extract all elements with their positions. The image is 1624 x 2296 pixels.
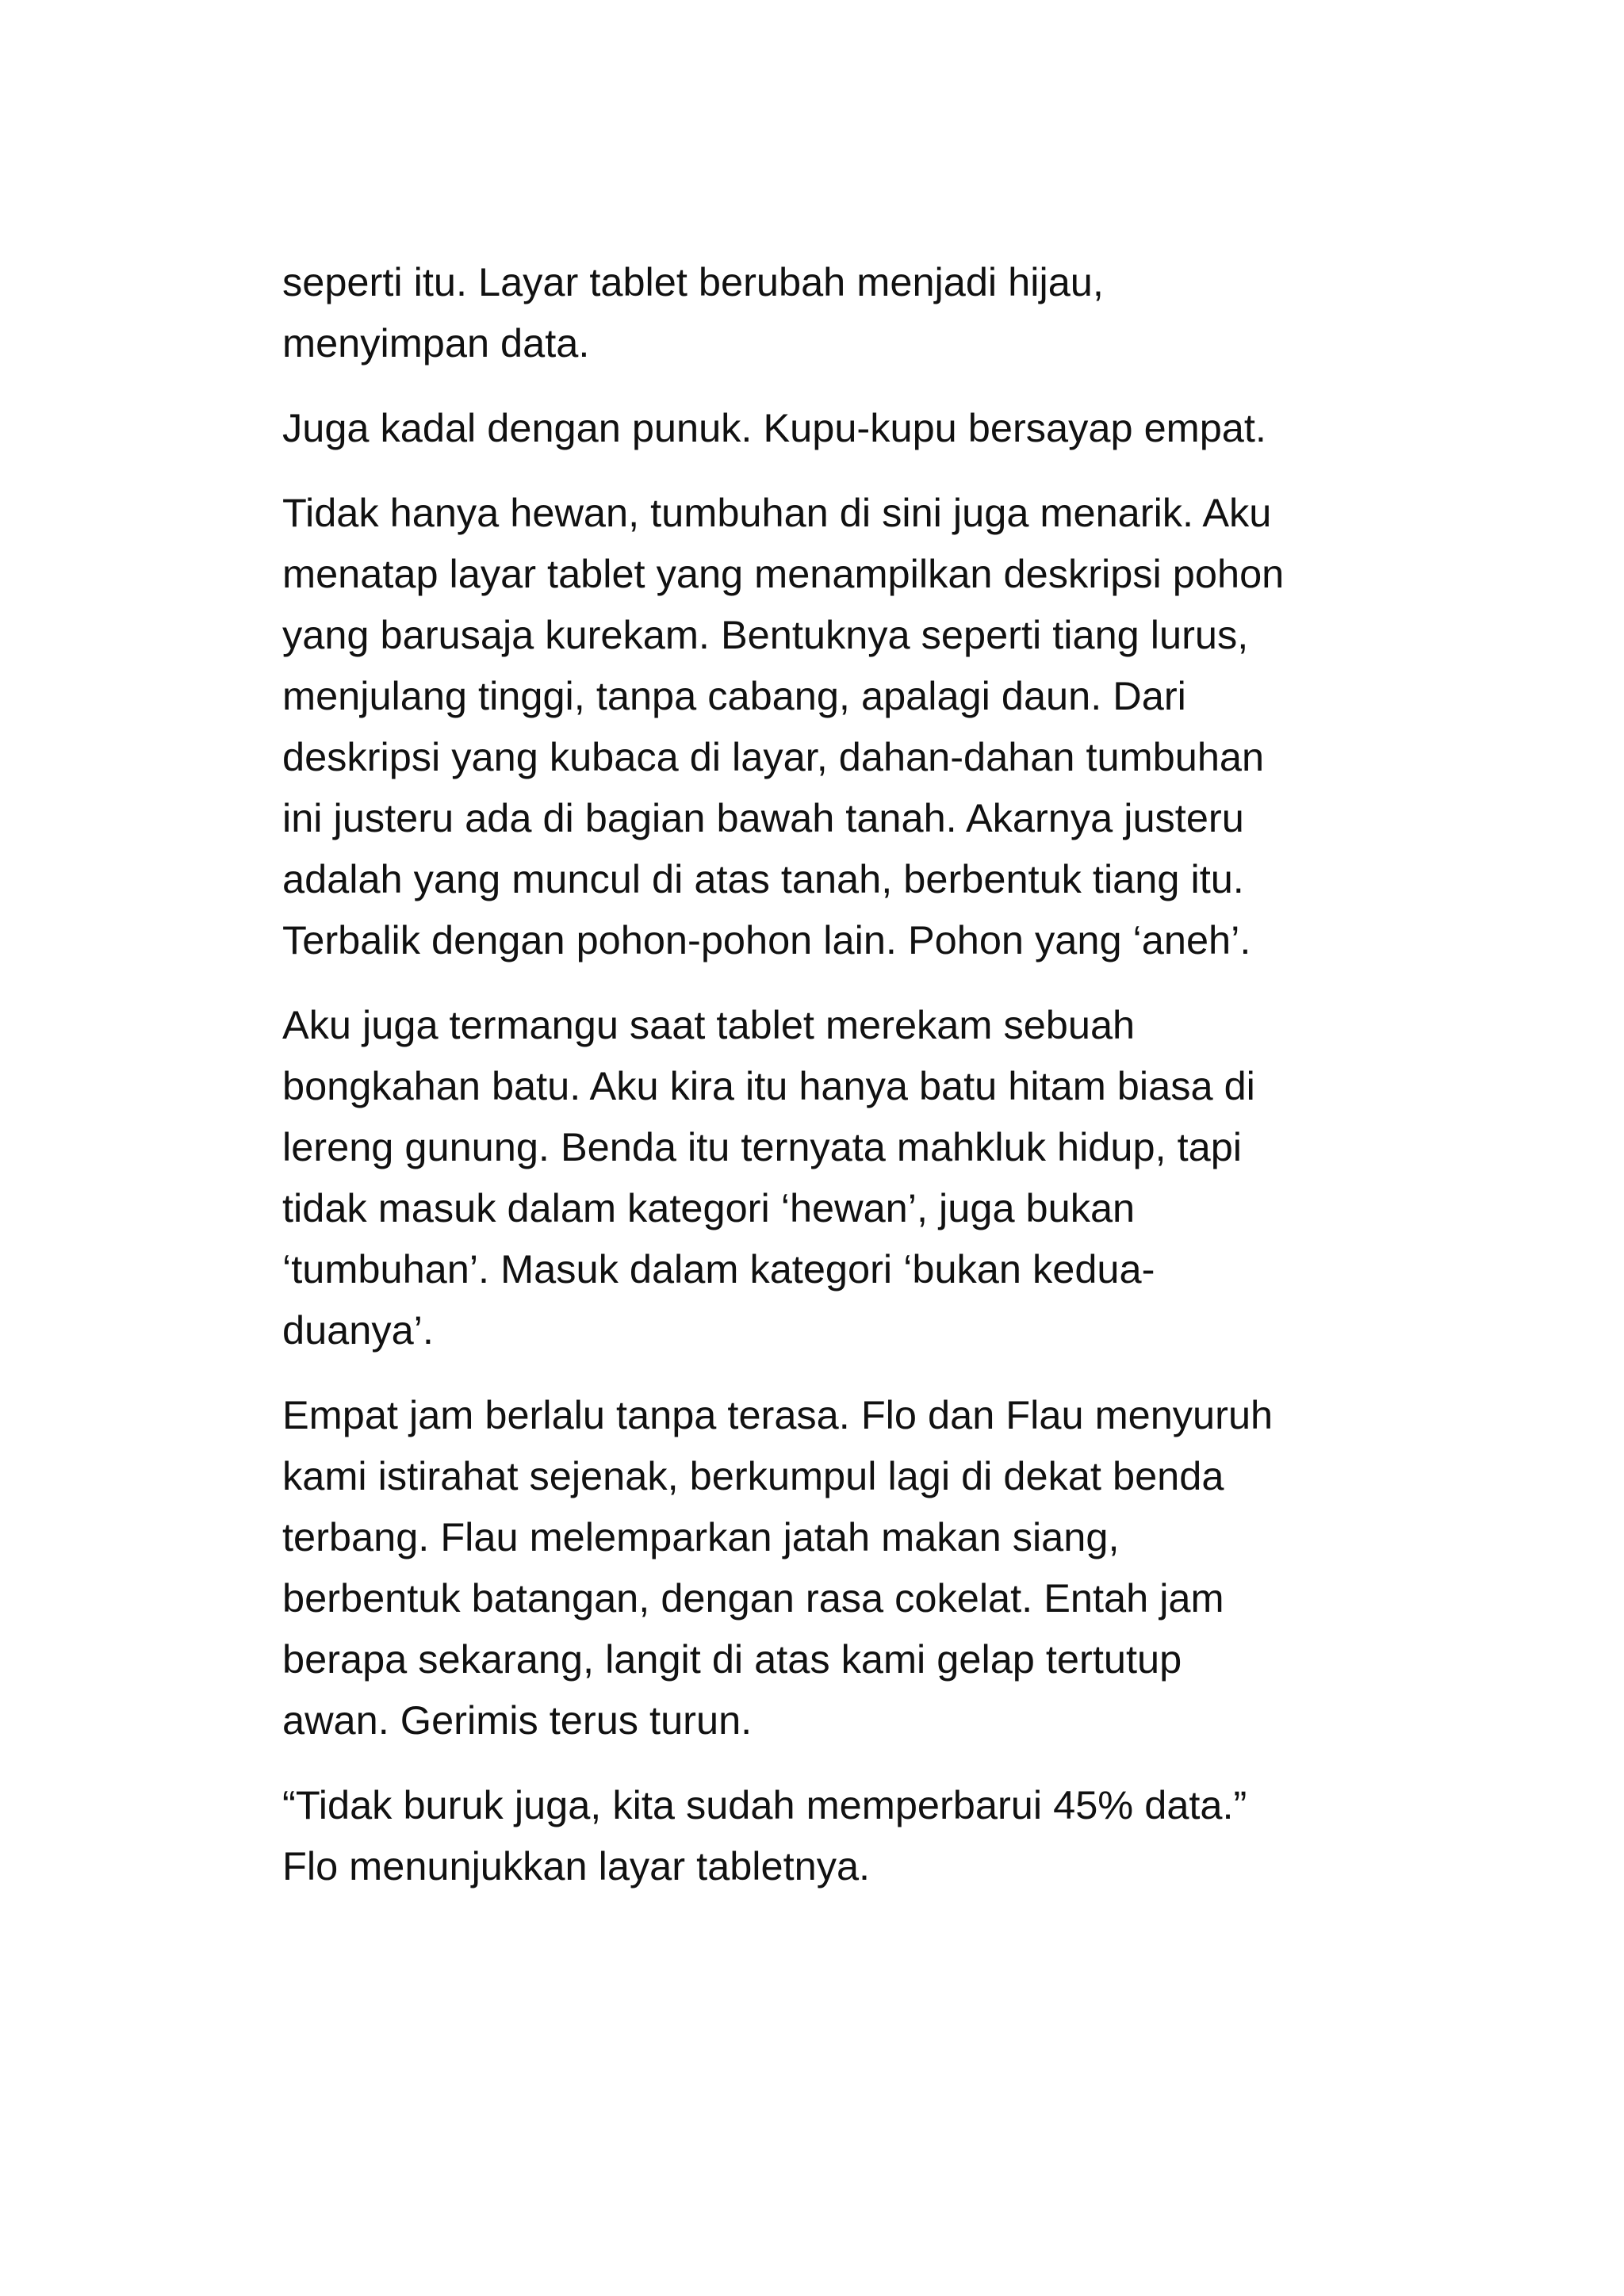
paragraph-2: Juga kadal dengan punuk. Kupu-kupu bersayap empat. [282,405,1266,450]
paragraph-1: seperti itu. Layar tablet berubah menjadi hijau, menyimpan data. [282,259,1104,365]
body-text [282,251,1392,1896]
paragraph-5: Empat jam berlalu tanpa terasa. Flo dan Flau menyuruh kami istirahat sejenak, berkumpul lagi di dekat benda terbang. Flau melemparkan jatah makan siang, berbentuk batangan, dengan rasa cokelat. Entah jam berapa sekarang, langit di atas kami gelap tertutup awan. Gerimis terus turun. [282,1392,1274,1743]
paragraph-3: Tidak hanya hewan, tumbuhan di sini juga menarik. Aku menatap layar tablet yang menampilkan deskripsi pohon yang barusaja kurekam. Bentuknya seperti tiang lurus, menjulang tinggi, tanpa cabang, apalagi daun. Dari deskripsi yang kubaca di layar, dahan-dahan tumbuhan ini justeru ada di bagian bawah tanah. Akarnya justeru adalah yang muncul di atas tanah, berbentuk tiang itu. Terbalik dengan pohon-pohon lain. Pohon yang ‘aneh’. [282,490,1285,962]
paragraph-4: Aku juga termangu saat tablet merekam sebuah bongkahan batu. Aku kira itu hanya batu hitam biasa di lereng gunung. Benda itu ternyata mahkluk hidup, tapi tidak masuk dalam kategori ‘hewan’, juga bukan ‘tumbuhan’. Masuk dalam kategori ‘bukan kedua- duanya’. [282,1002,1255,1353]
paragraph-6: “Tidak buruk juga, kita sudah memperbarui 45% data.” Flo menunjukkan layar tabletnya. [282,1782,1247,1888]
